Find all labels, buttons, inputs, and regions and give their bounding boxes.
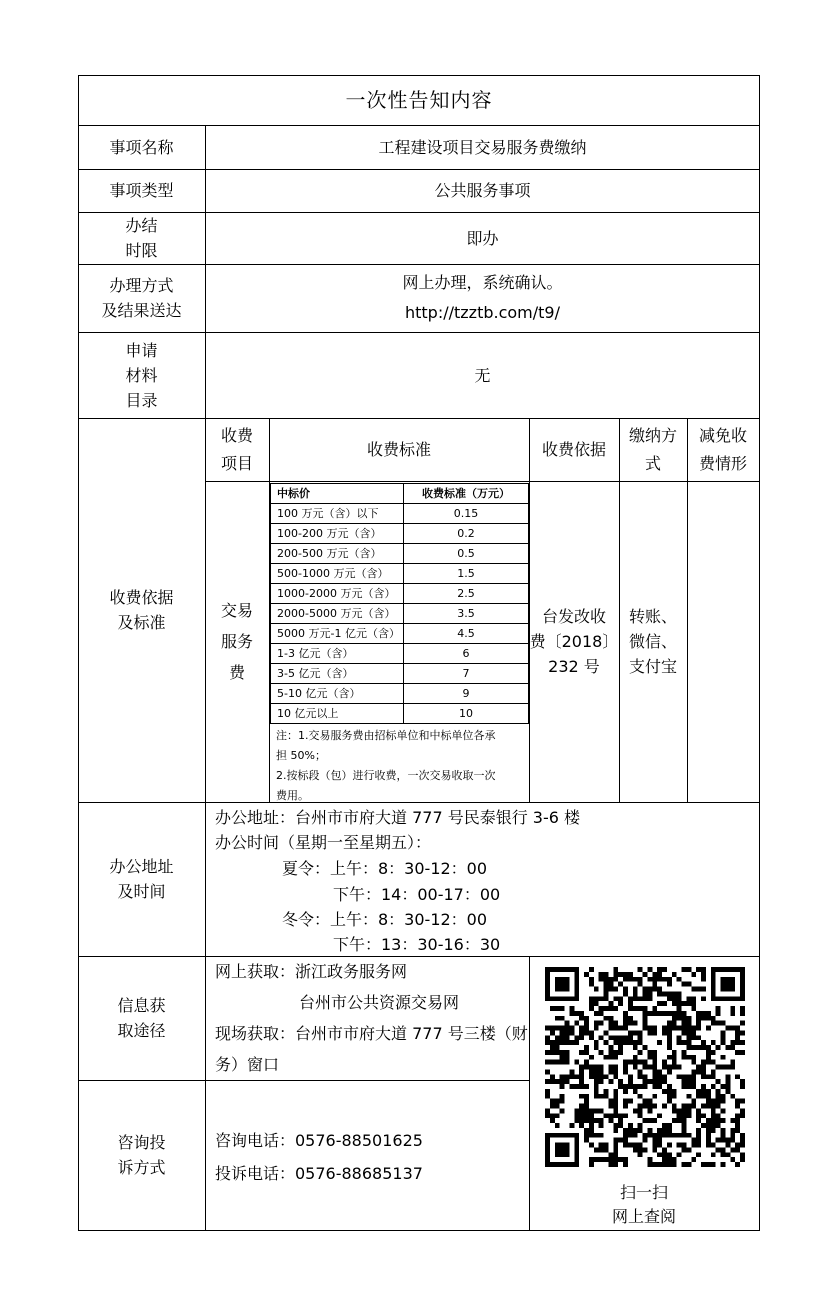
table-row [271, 584, 529, 604]
table-row [271, 504, 529, 524]
table-row [271, 624, 529, 644]
fee-note-line: 担 50%； [276, 749, 326, 762]
fee-item-name-line: 费 [228, 663, 245, 682]
materials-value: 无 [474, 365, 491, 385]
fee-item-name-line: 交易 [220, 601, 253, 620]
fee-value: 0.15 [404, 504, 529, 524]
fee-payment-header [619, 418, 687, 481]
price-range: 5-10 亿元（含） [271, 684, 404, 704]
table-row [271, 524, 529, 544]
time-limit-label-line: 办结 [125, 216, 158, 235]
time-limit-label-line: 时限 [125, 241, 158, 260]
fee-rate-table [270, 483, 529, 724]
fee-item-name [205, 481, 269, 802]
fee-value: 10 [404, 704, 529, 724]
info-online-1: 网上获取：浙江政务服务网 [215, 962, 408, 981]
item-name-value: 工程建设项目交易服务费缴纳 [378, 137, 587, 157]
table-row [271, 564, 529, 584]
method-text: 网上办理，系统确认。 [402, 273, 563, 292]
fee-item-header [205, 418, 269, 481]
fee-rate-col-standard: 收费标准（万元） [404, 484, 529, 504]
fee-note-line: 费用。 [276, 789, 309, 802]
fee-value: 6 [404, 644, 529, 664]
complaint-phone: 投诉电话：0576-88685137 [215, 1164, 423, 1183]
fee-basis-value [529, 481, 619, 802]
fee-basis-header: 收费依据 [541, 440, 606, 459]
office-winter-pm: 下午：13：30-16：30 [333, 935, 501, 954]
office-winter-am: 冬令：上午：8：30-12：00 [282, 910, 488, 929]
fee-payment-header-line: 缴纳方 [628, 425, 677, 445]
fee-label-line: 及标准 [117, 613, 166, 632]
fee-reduction-header-line: 费情形 [698, 453, 747, 473]
fee-value: 0.2 [404, 524, 529, 544]
qr-caption-line: 扫一扫 [619, 1183, 668, 1202]
office-hours-title: 办公时间（星期一至星期五）： [215, 833, 432, 852]
price-range: 1-3 亿元（含） [271, 644, 404, 664]
fee-value: 3.5 [404, 604, 529, 624]
price-range: 10 亿元以上 [271, 704, 404, 724]
fee-payment-header-line: 式 [644, 453, 661, 473]
fee-payment-line: 支付宝 [628, 657, 677, 676]
fee-payment-value [619, 481, 687, 802]
fee-note-line: 2.按标段（包）进行收费，一次交易收取一次 [276, 769, 496, 782]
info-onsite-1: 现场获取：台州市市府大道 777 号三楼（财 [215, 1024, 528, 1043]
consult-phone: 咨询电话：0576-88501625 [215, 1131, 423, 1150]
fee-payment-line: 转账、 [628, 607, 677, 626]
price-range: 200-500 万元（含） [271, 544, 404, 564]
fee-standard-header: 收费标准 [366, 440, 431, 459]
fee-value: 4.5 [404, 624, 529, 644]
price-range: 100-200 万元（含） [271, 524, 404, 544]
office-address: 办公地址：台州市市府大道 777 号民泰银行 3-6 楼 [215, 808, 581, 827]
fee-basis-line: 台发改收 [541, 607, 606, 626]
info-label-line: 取途径 [117, 1021, 166, 1040]
time-limit-value: 即办 [466, 228, 499, 248]
info-onsite-2: 务）窗口 [215, 1055, 280, 1074]
time-limit-label [78, 212, 205, 264]
fee-label [78, 418, 205, 802]
contact-label-line: 咨询投 [117, 1133, 166, 1152]
office-summer-pm: 下午：14：00-17：00 [333, 885, 501, 904]
fee-reduction-header-line: 减免收 [698, 425, 747, 445]
fee-value: 7 [404, 664, 529, 684]
fee-item-header-line: 收费 [220, 425, 253, 445]
info-label-line: 信息获 [117, 996, 166, 1015]
fee-value: 9 [404, 684, 529, 704]
price-range: 100 万元（含）以下 [271, 504, 404, 524]
item-type-value: 公共服务事项 [434, 181, 531, 200]
fee-label-line: 收费依据 [109, 588, 174, 607]
item-type-label: 事项类型 [109, 181, 174, 200]
fee-notes [276, 726, 526, 806]
qr-code-icon[interactable] [545, 967, 745, 1167]
table-row [271, 704, 529, 724]
fee-payment-line: 微信、 [628, 632, 677, 651]
fee-reduction-header [687, 418, 759, 481]
office-label-line: 及时间 [117, 882, 166, 901]
contact-label-line: 诉方式 [117, 1158, 166, 1177]
fee-basis-line: 232 号 [548, 657, 600, 676]
fee-item-header-line: 项目 [220, 453, 253, 473]
price-range: 500-1000 万元（含） [271, 564, 404, 584]
fee-value: 0.5 [404, 544, 529, 564]
fee-value: 2.5 [404, 584, 529, 604]
table-row [271, 664, 529, 684]
materials-label [78, 332, 205, 418]
method-label-line: 及结果送达 [101, 301, 182, 320]
price-range: 3-5 亿元（含） [271, 664, 404, 684]
method-link[interactable]: http://tzztb.com/t9/ [404, 303, 560, 322]
table-row [271, 604, 529, 624]
price-range: 1000-2000 万元（含） [271, 584, 404, 604]
method-label-line: 办理方式 [109, 276, 174, 295]
method-label [78, 264, 205, 332]
method-value [205, 264, 760, 332]
info-label [78, 956, 205, 1080]
info-online-2: 台州市公共资源交易网 [299, 993, 460, 1012]
fee-rate-header-row [271, 484, 529, 504]
fee-item-name-line: 服务 [220, 632, 253, 651]
office-label [78, 802, 205, 956]
item-name-label: 事项名称 [109, 137, 174, 157]
materials-label-line: 材料 [125, 365, 158, 385]
office-label-line: 办公地址 [109, 857, 174, 876]
table-row [271, 644, 529, 664]
qr-caption-line: 网上查阅 [611, 1207, 676, 1226]
table-row [271, 544, 529, 564]
fee-rate-col-price: 中标价 [271, 484, 404, 504]
contact-label [78, 1080, 205, 1230]
fee-note-line: 注：1.交易服务费由招标单位和中标单位各承 [276, 729, 496, 742]
price-range: 2000-5000 万元（含） [271, 604, 404, 624]
table-row [271, 684, 529, 704]
page-title: 一次性告知内容 [345, 88, 493, 112]
materials-label-line: 目录 [125, 390, 158, 410]
fee-basis-line: 费〔2018〕 [529, 632, 619, 651]
fee-value: 1.5 [404, 564, 529, 584]
price-range: 5000 万元-1 亿元（含） [271, 624, 404, 644]
materials-label-line: 申请 [125, 340, 158, 360]
office-summer-am: 夏令：上午：8：30-12：00 [282, 859, 488, 878]
qr-caption [529, 1180, 759, 1230]
